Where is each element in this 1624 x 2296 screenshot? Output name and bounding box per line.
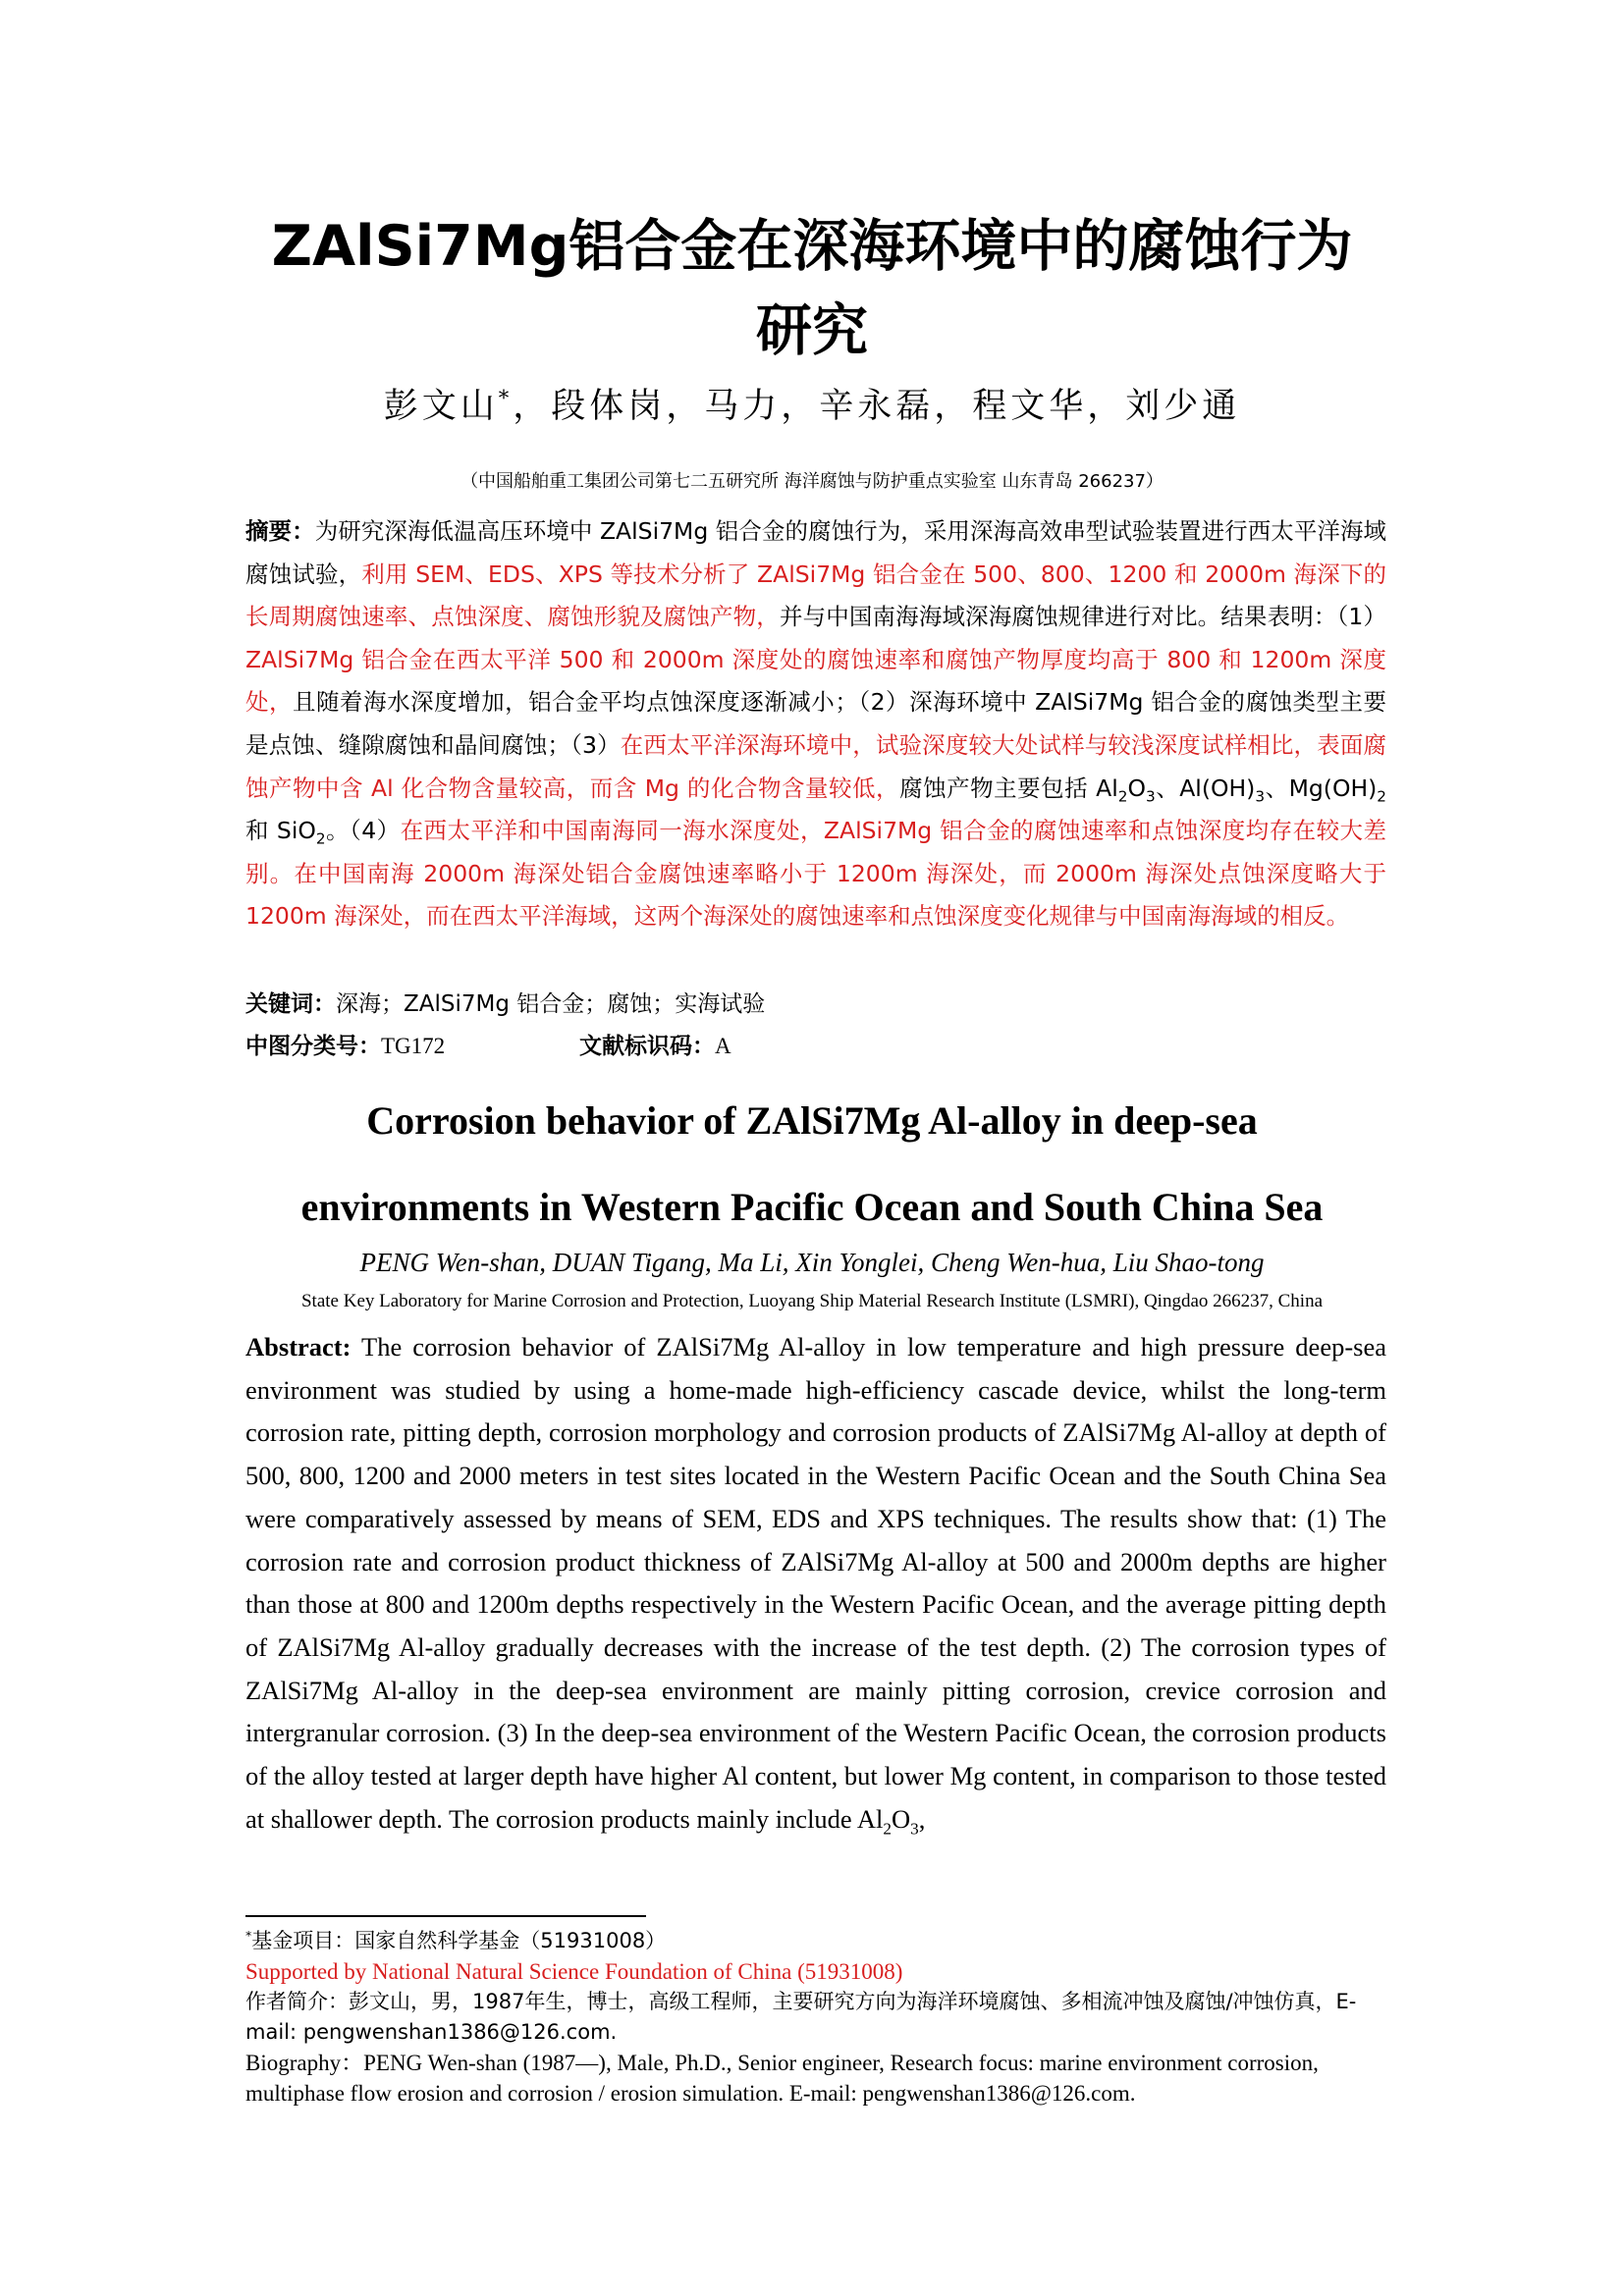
subscript: 2 bbox=[315, 829, 326, 848]
fund-en: Supported by National Natural Science Foundation of China (51931008) bbox=[245, 1959, 903, 1984]
subscript: 2 bbox=[1117, 787, 1128, 806]
footnotes bbox=[245, 1926, 1386, 2109]
cn-abstract-part: 和 SiO bbox=[245, 817, 316, 845]
cn-title: ZAlSi7Mg铝合金在深海环境中的腐蚀行为研究 bbox=[271, 214, 1353, 363]
cn-class-value: TG172 bbox=[381, 1034, 446, 1058]
cn-abstract-part: 且随着海水深度增加，铝合金平均点蚀深度逐渐减小；（2）深海环境中 ZAlSi7Mg 铝合金的腐蚀类型主要是点蚀、缝隙腐蚀和晶间腐蚀；（3） bbox=[245, 688, 1387, 759]
bio-cn: 作者简介：彭文山，男，1987年生，博士，高级工程师，主要研究方向为海洋环境腐蚀、多相流冲蚀及腐蚀/冲蚀仿真，E-mail: pengwenshan1386@126.com. bbox=[245, 1990, 1357, 2044]
en-abstract-text: The corrosion behavior of ZAlSi7Mg Al-alloy in low temperature and high pressure deep-sea environment was studied by using a home-made high-efficiency cascade device, whilst the long-term corrosion rate, pitting depth, corrosion morphology and corrosion products of ZAlSi7Mg Al-alloy at depth of 500, 800, 1200 and 2000 meters in test sites located in the Western Pacific Ocean and the South China Sea were comparatively assessed by means of SEM, EDS and XPS techniques. The results show that: (1) The corrosion rate and corrosion product thickness of ZAlSi7Mg Al-alloy at 500 and 2000m depths are higher than those at 800 and 1200m depths respectively in the Western Pacific Ocean, and the average pitting depth of ZAlSi7Mg Al-alloy gradually decreases with the increase of the test depth. (2) The corrosion types of ZAlSi7Mg Al-alloy in the deep-sea environment are mainly pitting corrosion, crevice corrosion and intergranular corrosion. (3) In the deep-sea environment of the Western Pacific Ocean, the corrosion products of the alloy tested at larger depth have higher Al content, but lower Mg content, in comparison to those tested at shallower depth. The corrosion products mainly include Al bbox=[245, 1332, 1386, 1834]
cn-abstract-part: 腐蚀产物主要包括 Al bbox=[899, 774, 1118, 802]
footnote-divider bbox=[245, 1915, 646, 1917]
cn-abstract-part: 并与中国南海海域深海腐蚀规律进行对比。结果表明：（1） bbox=[779, 603, 1387, 631]
cn-doc-label: 文献标识码： bbox=[579, 1034, 715, 1059]
en-abstract bbox=[245, 1326, 1386, 1841]
cn-abstract-highlight: 在西太平洋和中国南海同一海水深度处，ZAlSi7Mg 铝合金的腐蚀速率和点蚀深度均存在较大差别。在中国南海 2000m 海深处铝合金腐蚀速率略小于 1200m 海深处，而 2000m 海深处点蚀深度略大于 1200m 海深处，而在西太平洋海域，这两个海深处的腐蚀速率和点蚀深度变化规律与中国南海海域的相反。 bbox=[245, 817, 1387, 931]
cn-keywords bbox=[245, 985, 1386, 1024]
cn-affiliation: （中国船舶重工集团公司第七二五研究所 海洋腐蚀与防护重点实验室 山东青岛 266237） bbox=[460, 471, 1164, 492]
cn-abstract-label: 摘要： bbox=[245, 517, 315, 545]
en-abstract-part: O bbox=[891, 1803, 911, 1834]
fund-cn-text: 基金项目：国家自然科学基金（51931008） bbox=[251, 1929, 667, 1952]
cn-other-authors: ，段体岗，马力，辛永磊，程文华，刘少通 bbox=[513, 387, 1241, 426]
cn-doc-value: A bbox=[715, 1034, 731, 1058]
cn-abstract-highlight: 在西太平洋深海环境中，试验深度较大处试样与较浅深度试样相比，表面腐蚀产物中含 Al 化合物含量较高，而含 Mg 的化合物含量较低， bbox=[245, 730, 1386, 802]
subscript: 3 bbox=[1255, 787, 1266, 806]
subscript: 3 bbox=[910, 1819, 919, 1839]
cn-keywords-value: 深海；ZAlSi7Mg 铝合金；腐蚀；实海试验 bbox=[336, 991, 766, 1017]
en-title bbox=[245, 1078, 1379, 1251]
cn-classification bbox=[245, 1027, 1386, 1066]
cn-doc-code bbox=[579, 1027, 731, 1066]
en-authors: PENG Wen-shan, DUAN Tigang, Ma Li, Xin Yonglei, Cheng Wen-hua, Liu Shao-tong bbox=[359, 1248, 1265, 1277]
subscript: 2 bbox=[1377, 787, 1387, 806]
en-title-line1: Corrosion behavior of ZAlSi7Mg Al-alloy in deep-sea bbox=[366, 1098, 1258, 1143]
cn-abstract-highlight: 利用 SEM、EDS、XPS 等技术分析了 ZAlSi7Mg 铝合金在 500、800、1200 和 2000m 海深下的长周期腐蚀速率、点蚀深度、腐蚀形貌及腐蚀产物， bbox=[245, 560, 1386, 631]
en-abstract-part: , bbox=[918, 1803, 926, 1834]
subscript: 2 bbox=[883, 1819, 892, 1839]
fund-mark: * bbox=[245, 1928, 252, 1943]
fund-cn bbox=[245, 1926, 1386, 1956]
en-abstract-label: Abstract: bbox=[245, 1332, 352, 1362]
subscript: 3 bbox=[1145, 787, 1156, 806]
cn-abstract-part: 。（4） bbox=[325, 817, 401, 845]
cn-abstract-part: 、Mg(OH) bbox=[1265, 774, 1378, 802]
cn-abstract-part: 、Al(OH) bbox=[1155, 774, 1256, 802]
cn-keywords-label: 关键词： bbox=[245, 991, 336, 1017]
en-affiliation: State Key Laboratory for Marine Corrosion and Protection, Luoyang Ship Material Research Institute (LSMRI), Qingdao 266237, China bbox=[300, 1291, 1324, 1311]
bio-en: Biography：PENG Wen-shan (1987—), Male, Ph.D., Senior engineer, Research focus: marine environment corrosion, multiphase flow erosion and corrosion / erosion simulation. E-mail: pengwenshan1386@126.com. bbox=[245, 2051, 1319, 2106]
cn-abstract bbox=[245, 510, 1386, 938]
cn-first-author: 彭文山 bbox=[383, 387, 499, 426]
cn-abstract-part: 为研究深海低温高压环境中 ZAlSi7Mg 铝合金的腐蚀行为，采用深海高效串型试验装置进行西太平洋海域腐蚀试验， bbox=[245, 517, 1387, 588]
corresponding-mark: * bbox=[498, 386, 514, 410]
cn-abstract-part: O bbox=[1127, 774, 1146, 802]
cn-authors bbox=[245, 381, 1379, 432]
cn-class-label: 中图分类号： bbox=[245, 1034, 381, 1059]
en-title-line2: environments in Western Pacific Ocean and South China Sea bbox=[300, 1185, 1324, 1229]
cn-abstract-highlight: ZAlSi7Mg 铝合金在西太平洋 500 和 2000m 深度处的腐蚀速率和腐蚀产物厚度均高于 800 和 1200m 深度处， bbox=[245, 645, 1386, 717]
